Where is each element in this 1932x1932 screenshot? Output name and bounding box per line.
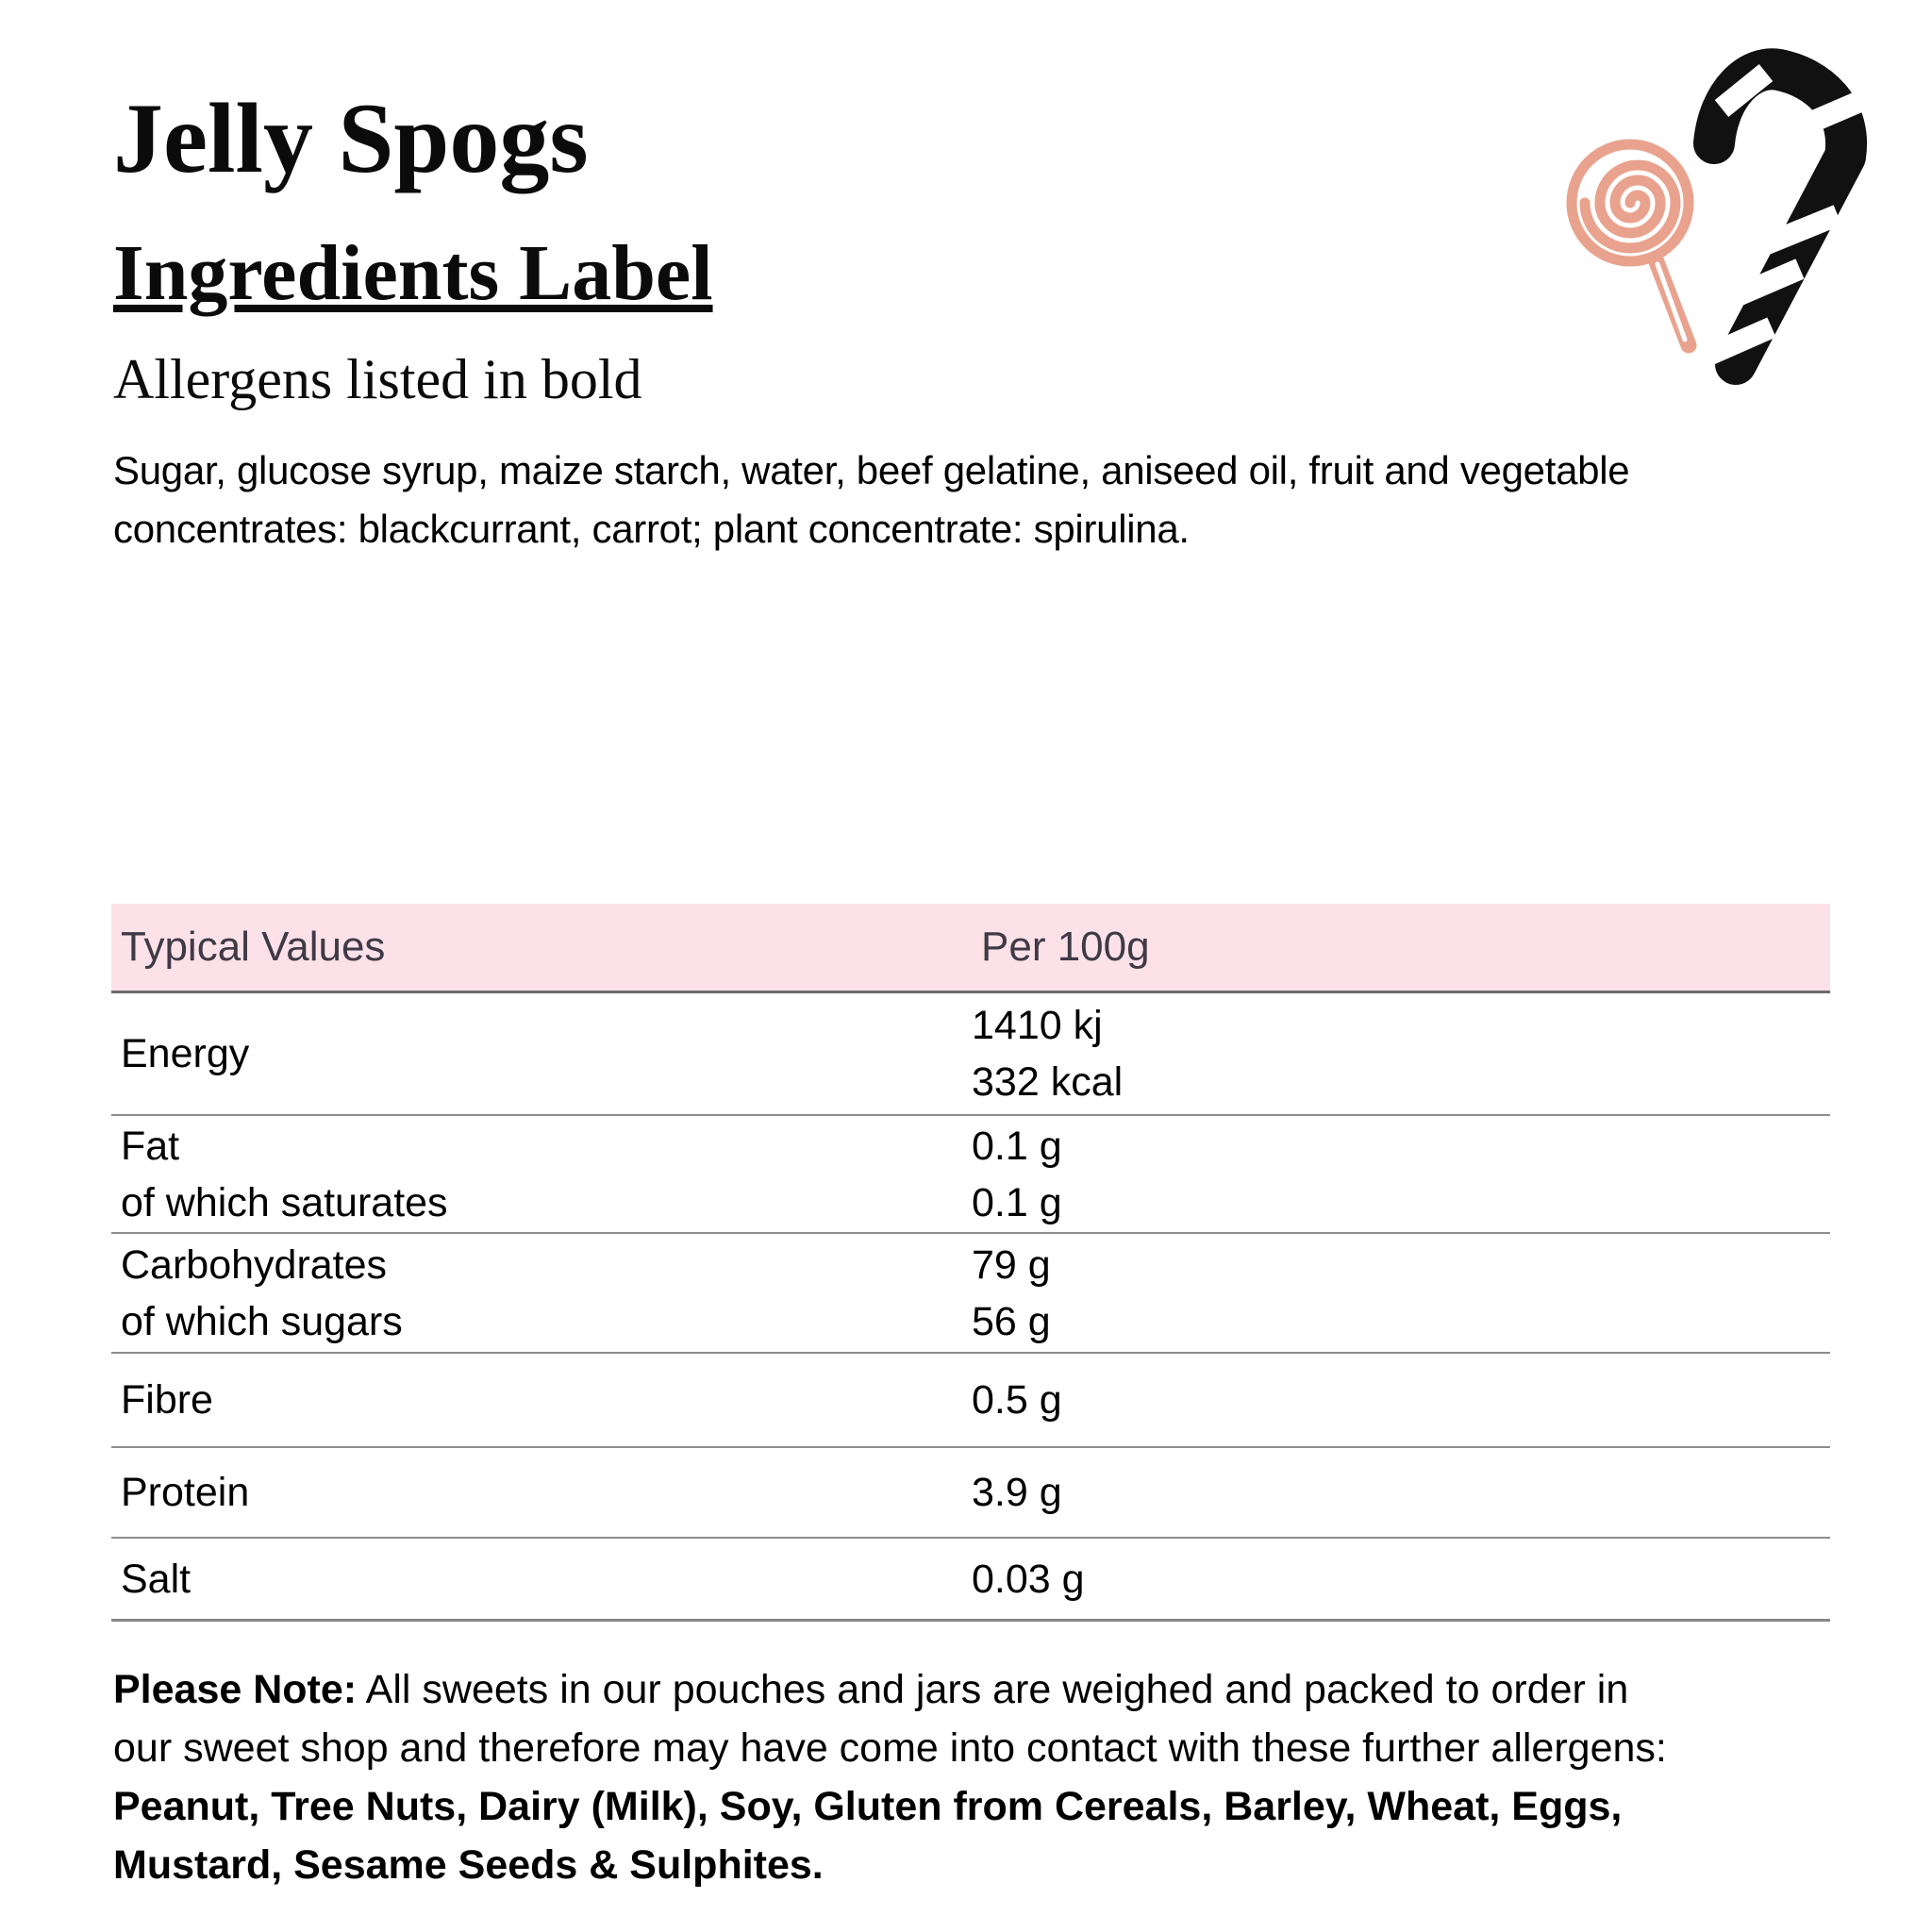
table-row: [111, 1354, 1830, 1448]
row-value: 0.1 g: [972, 1123, 1062, 1169]
row-label-cell: [111, 1237, 972, 1350]
row-label: Fibre: [121, 1377, 213, 1423]
row-value-cell: [972, 1118, 1062, 1231]
note-bold-segment: Mustard, Sesame Seeds & Sulphites.: [113, 1842, 824, 1888]
note-segment: All sweets in our pouches and jars are weighed and packed to order in: [357, 1667, 1629, 1712]
page-title: Jelly Spogs: [113, 83, 589, 193]
table-row: [111, 1234, 1830, 1354]
column-header-per-100g: Per 100g: [981, 924, 1150, 970]
table-row: [111, 1448, 1830, 1539]
row-value: 1410 kj: [972, 1003, 1103, 1048]
table-row: [111, 1116, 1830, 1234]
note-segment: our sweet shop and therefore may have come into contact with these further allergens:: [113, 1725, 1667, 1771]
row-value: 0.5 g: [972, 1377, 1062, 1423]
row-value-cell: [972, 997, 1123, 1110]
note-text: [113, 1660, 1887, 1894]
ingredients-text: [113, 441, 1887, 558]
row-value: 332 kcal: [972, 1059, 1124, 1105]
row-label-cell: [111, 1372, 972, 1428]
nutrition-table: [111, 904, 1830, 1622]
table-row: [111, 993, 1830, 1116]
row-value: 79 g: [972, 1241, 1051, 1288]
nutrition-table-body: [111, 993, 1830, 1622]
row-label: of which saturates: [121, 1179, 448, 1225]
candy-cane-icon: [1547, 47, 1887, 396]
row-value-cell: [972, 1372, 1062, 1428]
row-label-cell: [111, 1551, 972, 1607]
row-value: 0.03 g: [972, 1556, 1085, 1602]
candy-icons: [1547, 47, 1887, 396]
row-label: Fat: [121, 1123, 180, 1169]
row-label: Salt: [121, 1556, 192, 1602]
note-line: [113, 1777, 1887, 1836]
row-label: Energy: [121, 1031, 250, 1076]
row-label-cell: [111, 1118, 972, 1231]
note-line: [113, 1719, 1887, 1777]
row-value: 3.9 g: [972, 1470, 1062, 1515]
note-line: [113, 1836, 1887, 1894]
ingredients-line: Sugar, glucose syrup, maize starch, water, beef gelatine, aniseed oil, fruit and vegetable: [113, 448, 1630, 492]
row-value-cell: [972, 1551, 1085, 1607]
row-label-cell: [111, 1025, 972, 1082]
note-line: [113, 1660, 1887, 1719]
allergens-subtitle: Allergens listed in bold: [113, 348, 642, 410]
note-bold-segment: Peanut, Tree Nuts, Dairy (Milk), Soy, Gluten from Cereals, Barley, Wheat, Eggs,: [113, 1784, 1623, 1829]
row-value-cell: [972, 1464, 1062, 1521]
row-label-cell: [111, 1464, 972, 1521]
row-label: of which sugars: [121, 1298, 403, 1344]
column-header-typical-values: Typical Values: [121, 924, 386, 970]
row-value-cell: [972, 1237, 1051, 1350]
table-row: [111, 1539, 1830, 1622]
row-label: Protein: [121, 1470, 250, 1515]
note-bold-segment: Please Note:: [113, 1667, 358, 1712]
ingredients-line: concentrates: blackcurrant, carrot; plant concentrate: spirulina.: [113, 507, 1190, 551]
row-value: 0.1 g: [972, 1179, 1062, 1225]
row-value: 56 g: [972, 1298, 1051, 1344]
page-subtitle: Ingredients Label: [113, 229, 713, 317]
table-header-row: [111, 904, 1830, 993]
row-label: Carbohydrates: [121, 1241, 388, 1288]
